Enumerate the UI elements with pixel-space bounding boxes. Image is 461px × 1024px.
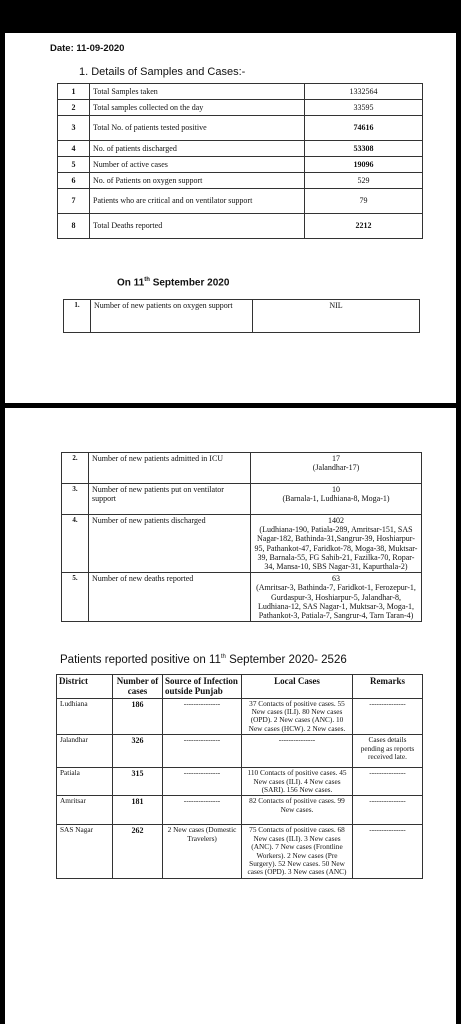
column-header-source: Source of Infection outside Punjab (163, 675, 242, 699)
table-row (57, 825, 423, 878)
table-row (64, 300, 420, 333)
section-title-daily: On 11th September 2020 (117, 277, 230, 289)
cell-cases: 262 (113, 825, 163, 878)
column-header-local: Local Cases (242, 675, 353, 699)
cell-source: --------------- (163, 796, 242, 825)
cell-remarks: --------------- (353, 698, 423, 735)
row-label: No. of Patients on oxygen support (90, 173, 305, 189)
row-detail: (Ludhiana-190, Patiala-289, Amritsar-151, SAS Nagar-182, Bathinda-31,Sangrur-39, Hoshiarpur-95, Pathankot-47, Faridkot-78, Moga-38, Muktsar-39, Barnala-55, FG Sahib-21, Fazilka-70, Ropar-34, Mansa-10, SBS Nagar-31, Kapurthala-2) (254, 525, 418, 571)
summary-table (57, 83, 423, 239)
table-row (58, 100, 423, 116)
row-number: 5. (62, 573, 89, 622)
cell-remarks: --------------- (353, 825, 423, 878)
cell-remarks: Cases details pending as reports received late. (353, 735, 423, 768)
table-row (58, 214, 423, 239)
table-row (62, 484, 422, 515)
table-row (58, 189, 423, 214)
row-number: 2. (62, 453, 89, 484)
cell-district: SAS Nagar (57, 825, 113, 878)
row-label: No. of patients discharged (90, 141, 305, 157)
row-number: 4. (62, 515, 89, 573)
row-number: 5 (58, 157, 90, 173)
cell-remarks: --------------- (353, 768, 423, 796)
row-number: 8 (58, 214, 90, 239)
cell-district: Patiala (57, 768, 113, 796)
row-detail: (Barnala-1, Ludhiana-8, Moga-1) (282, 494, 390, 504)
report-date: Date: 11-09-2020 (50, 43, 125, 54)
cell-local: --------------- (242, 735, 353, 768)
section-title-districts: Patients reported positive on 11th September 2020- 2526 (60, 654, 347, 666)
row-label: Number of new patients put on ventilator support (89, 484, 251, 515)
table-row (62, 515, 422, 573)
row-detail: (Jalandhar-17) (312, 463, 360, 473)
document-page-2 (5, 408, 456, 1024)
row-value: 79 (305, 189, 423, 214)
column-header-cases: Number of cases (113, 675, 163, 699)
row-label: Number of new deaths reported (89, 573, 251, 622)
table-row (62, 573, 422, 622)
cell-source: --------------- (163, 768, 242, 796)
table-row (58, 141, 423, 157)
table-row (57, 735, 423, 768)
column-header-district: District (57, 675, 113, 699)
cell-cases: 186 (113, 698, 163, 735)
row-number: 7 (58, 189, 90, 214)
cell-local: 110 Contacts of positive cases. 45 New cases (ILI). 4 New cases (SARI). 156 New cases. (242, 768, 353, 796)
row-value-cell (251, 453, 422, 484)
row-value: 33595 (305, 100, 423, 116)
district-table (56, 674, 423, 879)
cell-cases: 326 (113, 735, 163, 768)
table-row (58, 157, 423, 173)
section-title-samples: 1. Details of Samples and Cases:- (79, 66, 246, 78)
cell-remarks: --------------- (353, 796, 423, 825)
row-value-cell (251, 573, 422, 622)
row-value: 529 (305, 173, 423, 189)
cell-district: Ludhiana (57, 698, 113, 735)
cell-source: --------------- (163, 735, 242, 768)
daily-table-part1 (63, 299, 420, 333)
row-label: Total Deaths reported (90, 214, 305, 239)
table-row (58, 116, 423, 141)
cell-source: --------------- (163, 698, 242, 735)
row-number: 6 (58, 173, 90, 189)
table-row (57, 768, 423, 796)
row-value: 17 (332, 454, 340, 463)
table-row (58, 173, 423, 189)
cell-local: 82 Contacts of positive cases. 99 New cases. (242, 796, 353, 825)
cell-cases: 315 (113, 768, 163, 796)
row-label: Total Samples taken (90, 84, 305, 100)
row-number: 2 (58, 100, 90, 116)
cell-district: Amritsar (57, 796, 113, 825)
row-value: 53308 (305, 141, 423, 157)
row-number: 1 (58, 84, 90, 100)
row-label: Number of new patients admitted in ICU (89, 453, 251, 484)
row-detail: (Amritsar-3, Bathinda-7, Faridkot-1, Ferozepur-1, Gurdaspur-3, Hoshiarpur-5, Jalandhar-8, Ludhiana-12, SAS Nagar-1, Muktsar-3, Moga-1, Pathankot-3, Patiala-7, Sangrur-4, Tarn Taran-4) (256, 583, 416, 620)
table-header-row (57, 675, 423, 699)
row-number: 3 (58, 116, 90, 141)
cell-cases: 181 (113, 796, 163, 825)
row-label: Patients who are critical and on ventilator support (90, 189, 305, 214)
row-value: 74616 (305, 116, 423, 141)
row-value: 2212 (305, 214, 423, 239)
cell-district: Jalandhar (57, 735, 113, 768)
table-row (62, 453, 422, 484)
table-row (57, 698, 423, 735)
column-header-remarks: Remarks (353, 675, 423, 699)
row-value: 10 (332, 485, 340, 494)
row-value-cell (251, 484, 422, 515)
row-number: 3. (62, 484, 89, 515)
daily-table-part2 (61, 452, 422, 622)
row-value-cell (251, 515, 422, 573)
row-value: 19096 (305, 157, 423, 173)
row-value: 1332564 (305, 84, 423, 100)
row-value: NIL (253, 300, 420, 333)
row-label: Total No. of patients tested positive (90, 116, 305, 141)
row-value: 1402 (328, 516, 344, 525)
row-value: 63 (332, 574, 340, 584)
table-row (57, 796, 423, 825)
row-number: 4 (58, 141, 90, 157)
row-label: Number of new patients discharged (89, 515, 251, 573)
row-label: Total samples collected on the day (90, 100, 305, 116)
document-page-1 (5, 33, 456, 403)
row-number: 1. (64, 300, 91, 333)
row-label: Number of new patients on oxygen support (91, 300, 253, 333)
row-label: Number of active cases (90, 157, 305, 173)
cell-local: 37 Contacts of positive cases. 55 New cases (ILI). 80 New cases (OPD). 2 New cases (ANC). 10 New cases (HCW). 2 New cases. (242, 698, 353, 735)
table-row (58, 84, 423, 100)
cell-local: 75 Contacts of positive cases. 68 New cases (ILI). 3 New cases (ANC). 7 New cases (Frontline Workers). 2 New cases (Pre Surgery). 52 New cases. 50 New cases (OPD). 3 New cases (ANC) (242, 825, 353, 878)
cell-source: 2 New cases (Domestic Travelers) (163, 825, 242, 878)
